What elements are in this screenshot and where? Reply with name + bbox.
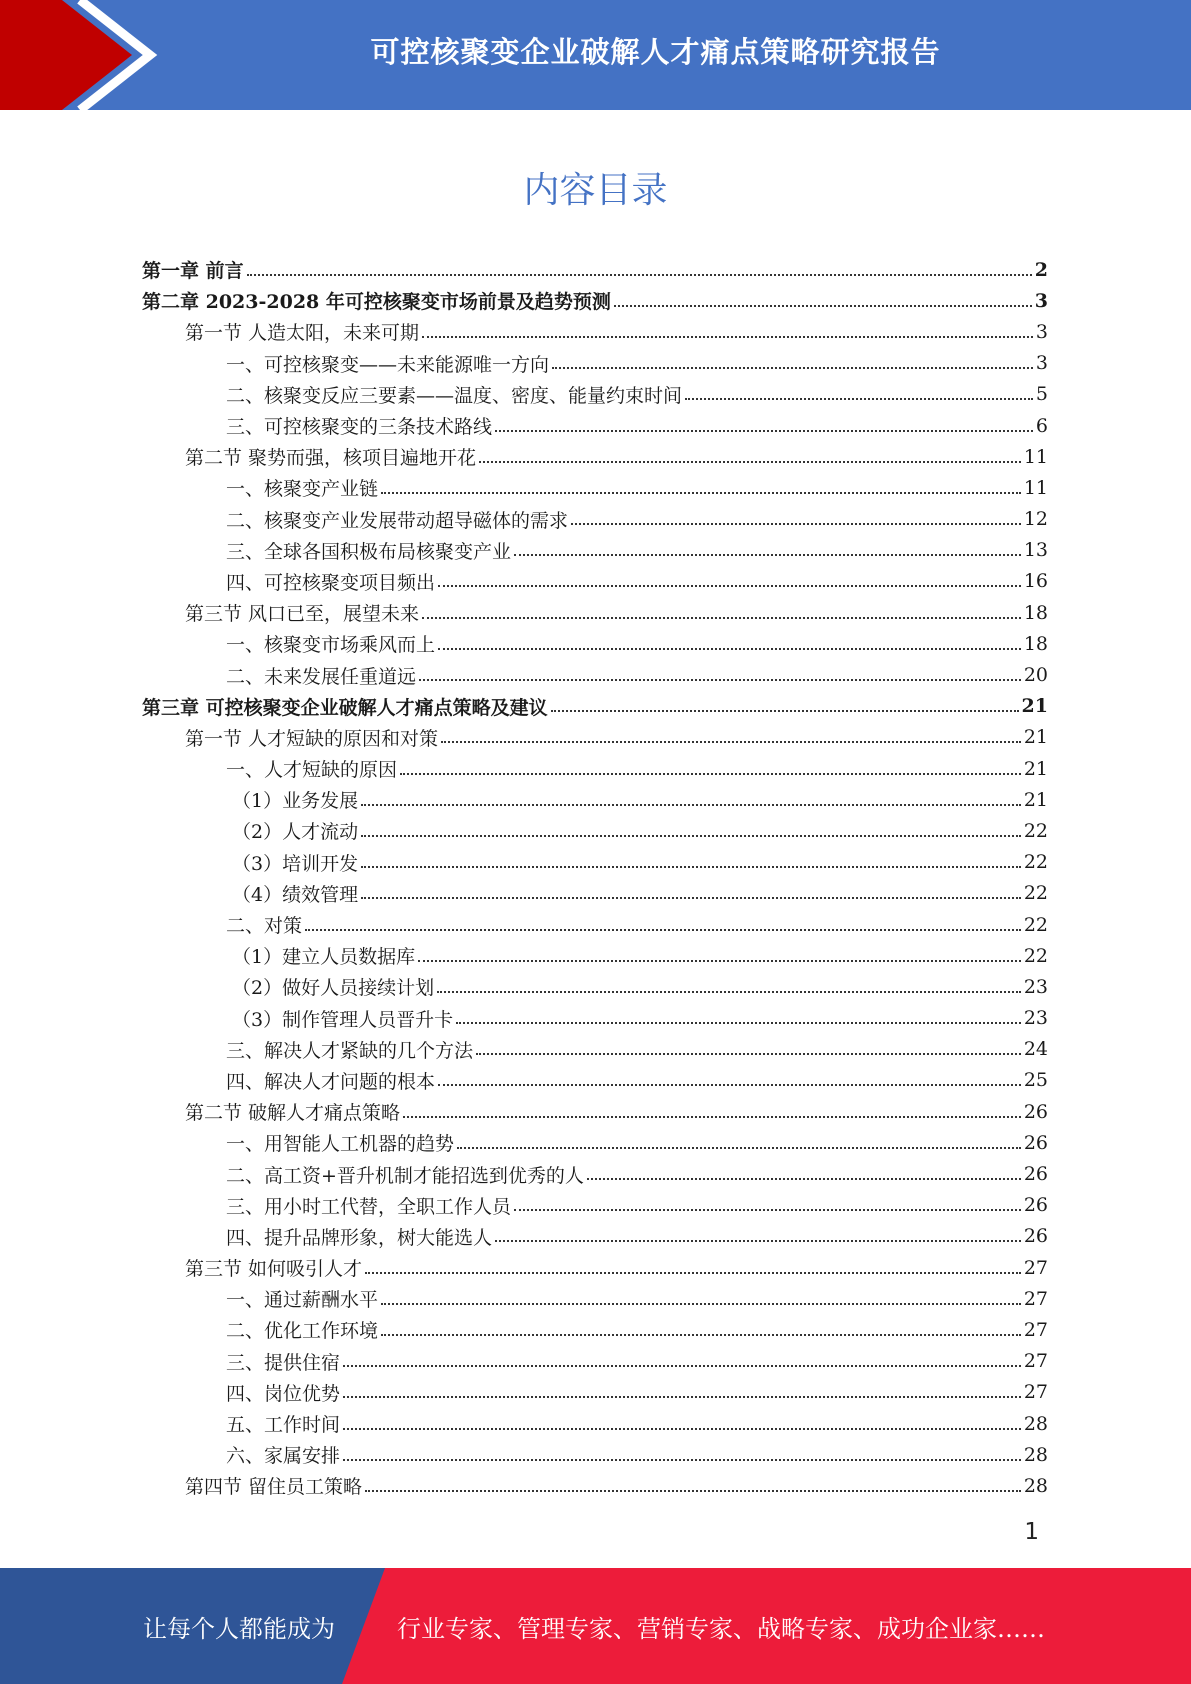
- toc-dot-leader: [361, 866, 1021, 868]
- toc-entry-page: 27: [1023, 1256, 1048, 1279]
- toc-chapter-entry[interactable]: [142, 691, 1048, 722]
- toc-subsection-entry[interactable]: [142, 815, 1048, 846]
- toc-entry-page: 26: [1023, 1131, 1048, 1154]
- toc-entry-page: 16: [1023, 570, 1048, 593]
- toc-dot-leader: [343, 1365, 1021, 1367]
- toc-dot-leader: [247, 274, 1032, 276]
- toc-entry-page: 18: [1023, 632, 1048, 655]
- toc-entry-label: 四、提升品牌形象，树大能选人: [226, 1226, 493, 1249]
- toc-dot-leader: [381, 1334, 1021, 1336]
- toc-entry-page: 6: [1035, 414, 1048, 437]
- toc-dot-leader: [495, 430, 1033, 432]
- toc-dot-leader: [343, 1459, 1021, 1461]
- toc-entry-page: 27: [1023, 1381, 1048, 1404]
- toc-entry-page: 11: [1023, 476, 1048, 499]
- toc-entry-page: 26: [1023, 1163, 1048, 1186]
- toc-entry-label: 第二节 破解人才痛点策略: [185, 1102, 401, 1125]
- toc-entry-page: 28: [1023, 1412, 1048, 1435]
- toc-dot-leader: [438, 585, 1021, 587]
- toc-entry-page: 20: [1023, 664, 1048, 687]
- toc-entry-label: 第四节 留住员工策略: [185, 1476, 363, 1499]
- toc-section-entry[interactable]: [142, 1470, 1048, 1501]
- toc-dot-leader: [422, 336, 1033, 338]
- toc-dot-leader: [552, 367, 1033, 369]
- toc-subsection-entry[interactable]: [142, 379, 1048, 410]
- footer-slogan-right: 行业专家、管理专家、营销专家、战略专家、成功企业家……: [397, 1614, 1045, 1643]
- toc-entry-label: 一、核聚变市场乘风而上: [226, 634, 436, 657]
- toc-entry-label: 三、提供住宿: [226, 1351, 341, 1374]
- toc-entry-label: 二、核聚变反应三要素——温度、密度、能量约束时间: [226, 384, 683, 407]
- toc-section-entry[interactable]: [142, 597, 1048, 628]
- toc-entry-label: 三、可控核聚变的三条技术路线: [226, 416, 493, 439]
- toc-subsection-entry[interactable]: [142, 1221, 1048, 1252]
- toc-entry-page: 26: [1023, 1225, 1048, 1248]
- toc-dot-leader: [456, 1022, 1021, 1024]
- toc-dot-leader: [514, 554, 1021, 556]
- toc-dot-leader: [365, 1272, 1021, 1274]
- toc-subsection-entry[interactable]: [142, 940, 1048, 971]
- toc-subsection-entry[interactable]: [142, 753, 1048, 784]
- toc-subsection-entry[interactable]: [142, 1003, 1048, 1034]
- toc-dot-leader: [365, 1490, 1021, 1492]
- toc-dot-leader: [438, 1084, 1021, 1086]
- toc-dot-leader: [476, 1053, 1021, 1055]
- toc-entry-label: 第三章 可控核聚变企业破解人才痛点策略及建议: [142, 696, 548, 719]
- toc-dot-leader: [305, 929, 1021, 931]
- toc-entry-label: （2）做好人员接续计划: [232, 977, 435, 1000]
- toc-entry-page: 21: [1023, 788, 1048, 811]
- toc-subsection-entry[interactable]: [142, 1034, 1048, 1065]
- toc-entry-page: 3: [1034, 289, 1048, 312]
- toc-entry-page: 28: [1023, 1443, 1048, 1466]
- toc-subsection-entry[interactable]: [142, 1065, 1048, 1096]
- footer-slogan-left: 让每个人都能成为: [143, 1614, 335, 1643]
- toc-entry-page: 11: [1023, 445, 1048, 468]
- toc-entry-label: （3）制作管理人员晋升卡: [232, 1008, 454, 1031]
- footer-banner: [0, 1568, 1191, 1684]
- toc-dot-leader: [457, 1147, 1021, 1149]
- toc-entry-page: 22: [1023, 944, 1048, 967]
- toc-dot-leader: [361, 835, 1021, 837]
- toc-entry-page: 22: [1023, 913, 1048, 936]
- toc-subsection-entry[interactable]: [142, 1190, 1048, 1221]
- toc-subsection-entry[interactable]: [142, 535, 1048, 566]
- toc-entry-page: 23: [1023, 975, 1048, 998]
- toc-entry-label: 四、解决人才问题的根本: [226, 1070, 436, 1093]
- toc-entry-page: 22: [1023, 819, 1048, 842]
- toc-dot-leader: [403, 1116, 1021, 1118]
- toc-entry-label: 第一节 人造太阳，未来可期: [185, 322, 420, 345]
- toc-subsection-entry[interactable]: [142, 628, 1048, 659]
- toc-entry-page: 26: [1023, 1194, 1048, 1217]
- toc-entry-label: 二、高工资+晋升机制才能招选到优秀的人: [226, 1164, 584, 1187]
- toc-dot-leader: [422, 617, 1021, 619]
- toc-entry-page: 21: [1023, 757, 1048, 780]
- toc-entry-label: （2）人才流动: [232, 821, 359, 844]
- toc-subsection-entry[interactable]: [142, 1439, 1048, 1470]
- toc-heading: 内容目录: [523, 170, 668, 211]
- toc-entry-label: 三、用小时工代替，全职工作人员: [226, 1195, 512, 1218]
- toc-entry-label: 一、核聚变产业链: [226, 478, 379, 501]
- toc-entry-label: 第一章 前言: [142, 260, 244, 283]
- toc-entry-label: 第二章 2023-2028 年可控核聚变市场前景及趋势预测: [142, 291, 611, 314]
- toc-entry-label: 一、通过薪酬水平: [226, 1289, 379, 1312]
- toc-subsection-entry[interactable]: [142, 1346, 1048, 1377]
- toc-subsection-entry[interactable]: [142, 1377, 1048, 1408]
- toc-entry-label: 二、优化工作环境: [226, 1320, 379, 1343]
- toc-entry-label: 二、核聚变产业发展带动超导磁体的需求: [226, 509, 569, 532]
- toc-entry-page: 2: [1034, 258, 1048, 281]
- toc-subsection-entry[interactable]: [142, 847, 1048, 878]
- toc-dot-leader: [614, 305, 1032, 307]
- toc-dot-leader: [381, 492, 1021, 494]
- toc-entry-label: 一、可控核聚变——未来能源唯一方向: [226, 353, 550, 376]
- toc-dot-leader: [514, 1209, 1021, 1211]
- toc-entry-page: 28: [1023, 1474, 1048, 1497]
- toc-subsection-entry[interactable]: [142, 784, 1048, 815]
- toc-dot-leader: [343, 1428, 1021, 1430]
- toc-entry-label: 一、人才短缺的原因: [226, 759, 398, 782]
- toc-entry-page: 21: [1021, 695, 1048, 718]
- toc-entry-label: 三、全球各国积极布局核聚变产业: [226, 540, 512, 563]
- toc-entry-page: 13: [1023, 539, 1048, 562]
- report-header-band: [0, 0, 1191, 110]
- toc-entry-page: 3: [1035, 352, 1048, 375]
- toc-entry-label: 第三节 风口已至，展望未来: [185, 603, 420, 626]
- table-of-contents: [142, 254, 1048, 1502]
- toc-dot-leader: [571, 523, 1021, 525]
- toc-entry-label: 五、工作时间: [226, 1414, 341, 1437]
- toc-dot-leader: [495, 1240, 1021, 1242]
- toc-entry-label: （4）绩效管理: [232, 883, 359, 906]
- toc-dot-leader: [587, 1178, 1021, 1180]
- toc-dot-leader: [381, 1303, 1021, 1305]
- toc-subsection-entry[interactable]: [142, 504, 1048, 535]
- toc-entry-label: 二、未来发展任重道远: [226, 665, 417, 688]
- toc-dot-leader: [400, 773, 1021, 775]
- toc-entry-page: 25: [1023, 1069, 1048, 1092]
- toc-entry-label: （3）培训开发: [232, 852, 359, 875]
- toc-entry-page: 12: [1023, 508, 1048, 531]
- toc-entry-page: 22: [1023, 851, 1048, 874]
- toc-entry-page: 21: [1023, 726, 1048, 749]
- toc-entry-page: 3: [1035, 320, 1048, 343]
- toc-entry-page: 18: [1023, 601, 1048, 624]
- toc-dot-leader: [361, 804, 1021, 806]
- toc-entry-label: 四、可控核聚变项目频出: [226, 571, 436, 594]
- toc-subsection-entry[interactable]: [142, 566, 1048, 597]
- toc-subsection-entry[interactable]: [142, 878, 1048, 909]
- chevron-arrow-icon: [0, 0, 160, 110]
- toc-subsection-entry[interactable]: [142, 410, 1048, 441]
- page-number: 1: [1024, 1519, 1039, 1545]
- toc-entry-page: 27: [1023, 1318, 1048, 1341]
- toc-subsection-entry[interactable]: [142, 971, 1048, 1002]
- toc-dot-leader: [361, 897, 1021, 899]
- toc-entry-label: 第三节 如何吸引人才: [185, 1258, 363, 1281]
- toc-dot-leader: [343, 1396, 1021, 1398]
- toc-chapter-entry[interactable]: [142, 285, 1048, 316]
- toc-section-entry[interactable]: [142, 722, 1048, 753]
- toc-entry-label: 第二节 聚势而强，核项目遍地开花: [185, 447, 477, 470]
- toc-entry-page: 27: [1023, 1287, 1048, 1310]
- toc-entry-label: 一、用智能人工机器的趋势: [226, 1133, 455, 1156]
- toc-entry-page: 22: [1023, 882, 1048, 905]
- toc-entry-page: 5: [1035, 383, 1048, 406]
- toc-entry-page: 26: [1023, 1100, 1048, 1123]
- toc-entry-label: 六、家属安排: [226, 1445, 341, 1468]
- toc-dot-leader: [418, 960, 1021, 962]
- toc-subsection-entry[interactable]: [142, 1408, 1048, 1439]
- toc-entry-page: 24: [1023, 1038, 1048, 1061]
- toc-dot-leader: [437, 991, 1021, 993]
- toc-subsection-entry[interactable]: [142, 348, 1048, 379]
- toc-subsection-entry[interactable]: [142, 1283, 1048, 1314]
- toc-dot-leader: [685, 398, 1033, 400]
- toc-subsection-entry[interactable]: [142, 1314, 1048, 1345]
- toc-entry-page: 27: [1023, 1350, 1048, 1373]
- toc-dot-leader: [479, 461, 1021, 463]
- toc-subsection-entry[interactable]: [142, 1127, 1048, 1158]
- toc-section-entry[interactable]: [142, 316, 1048, 347]
- toc-entry-label: 二、对策: [226, 915, 303, 938]
- toc-section-entry[interactable]: [142, 441, 1048, 472]
- toc-entry-page: 23: [1023, 1007, 1048, 1030]
- toc-entry-label: （1）建立人员数据库: [232, 946, 416, 969]
- toc-subsection-entry[interactable]: [142, 909, 1048, 940]
- toc-subsection-entry[interactable]: [142, 659, 1048, 690]
- toc-chapter-entry[interactable]: [142, 254, 1048, 285]
- toc-dot-leader: [551, 710, 1019, 712]
- toc-subsection-entry[interactable]: [142, 1158, 1048, 1189]
- report-title: 可控核聚变企业破解人才痛点策略研究报告: [370, 34, 941, 69]
- toc-entry-label: 三、解决人才紧缺的几个方法: [226, 1039, 474, 1062]
- toc-entry-label: 四、岗位优势: [226, 1382, 341, 1405]
- toc-section-entry[interactable]: [142, 1096, 1048, 1127]
- toc-entry-label: 第一节 人才短缺的原因和对策: [185, 727, 439, 750]
- toc-dot-leader: [441, 741, 1021, 743]
- toc-subsection-entry[interactable]: [142, 472, 1048, 503]
- toc-entry-label: （1）业务发展: [232, 790, 359, 813]
- toc-dot-leader: [419, 679, 1021, 681]
- toc-section-entry[interactable]: [142, 1252, 1048, 1283]
- toc-dot-leader: [438, 648, 1021, 650]
